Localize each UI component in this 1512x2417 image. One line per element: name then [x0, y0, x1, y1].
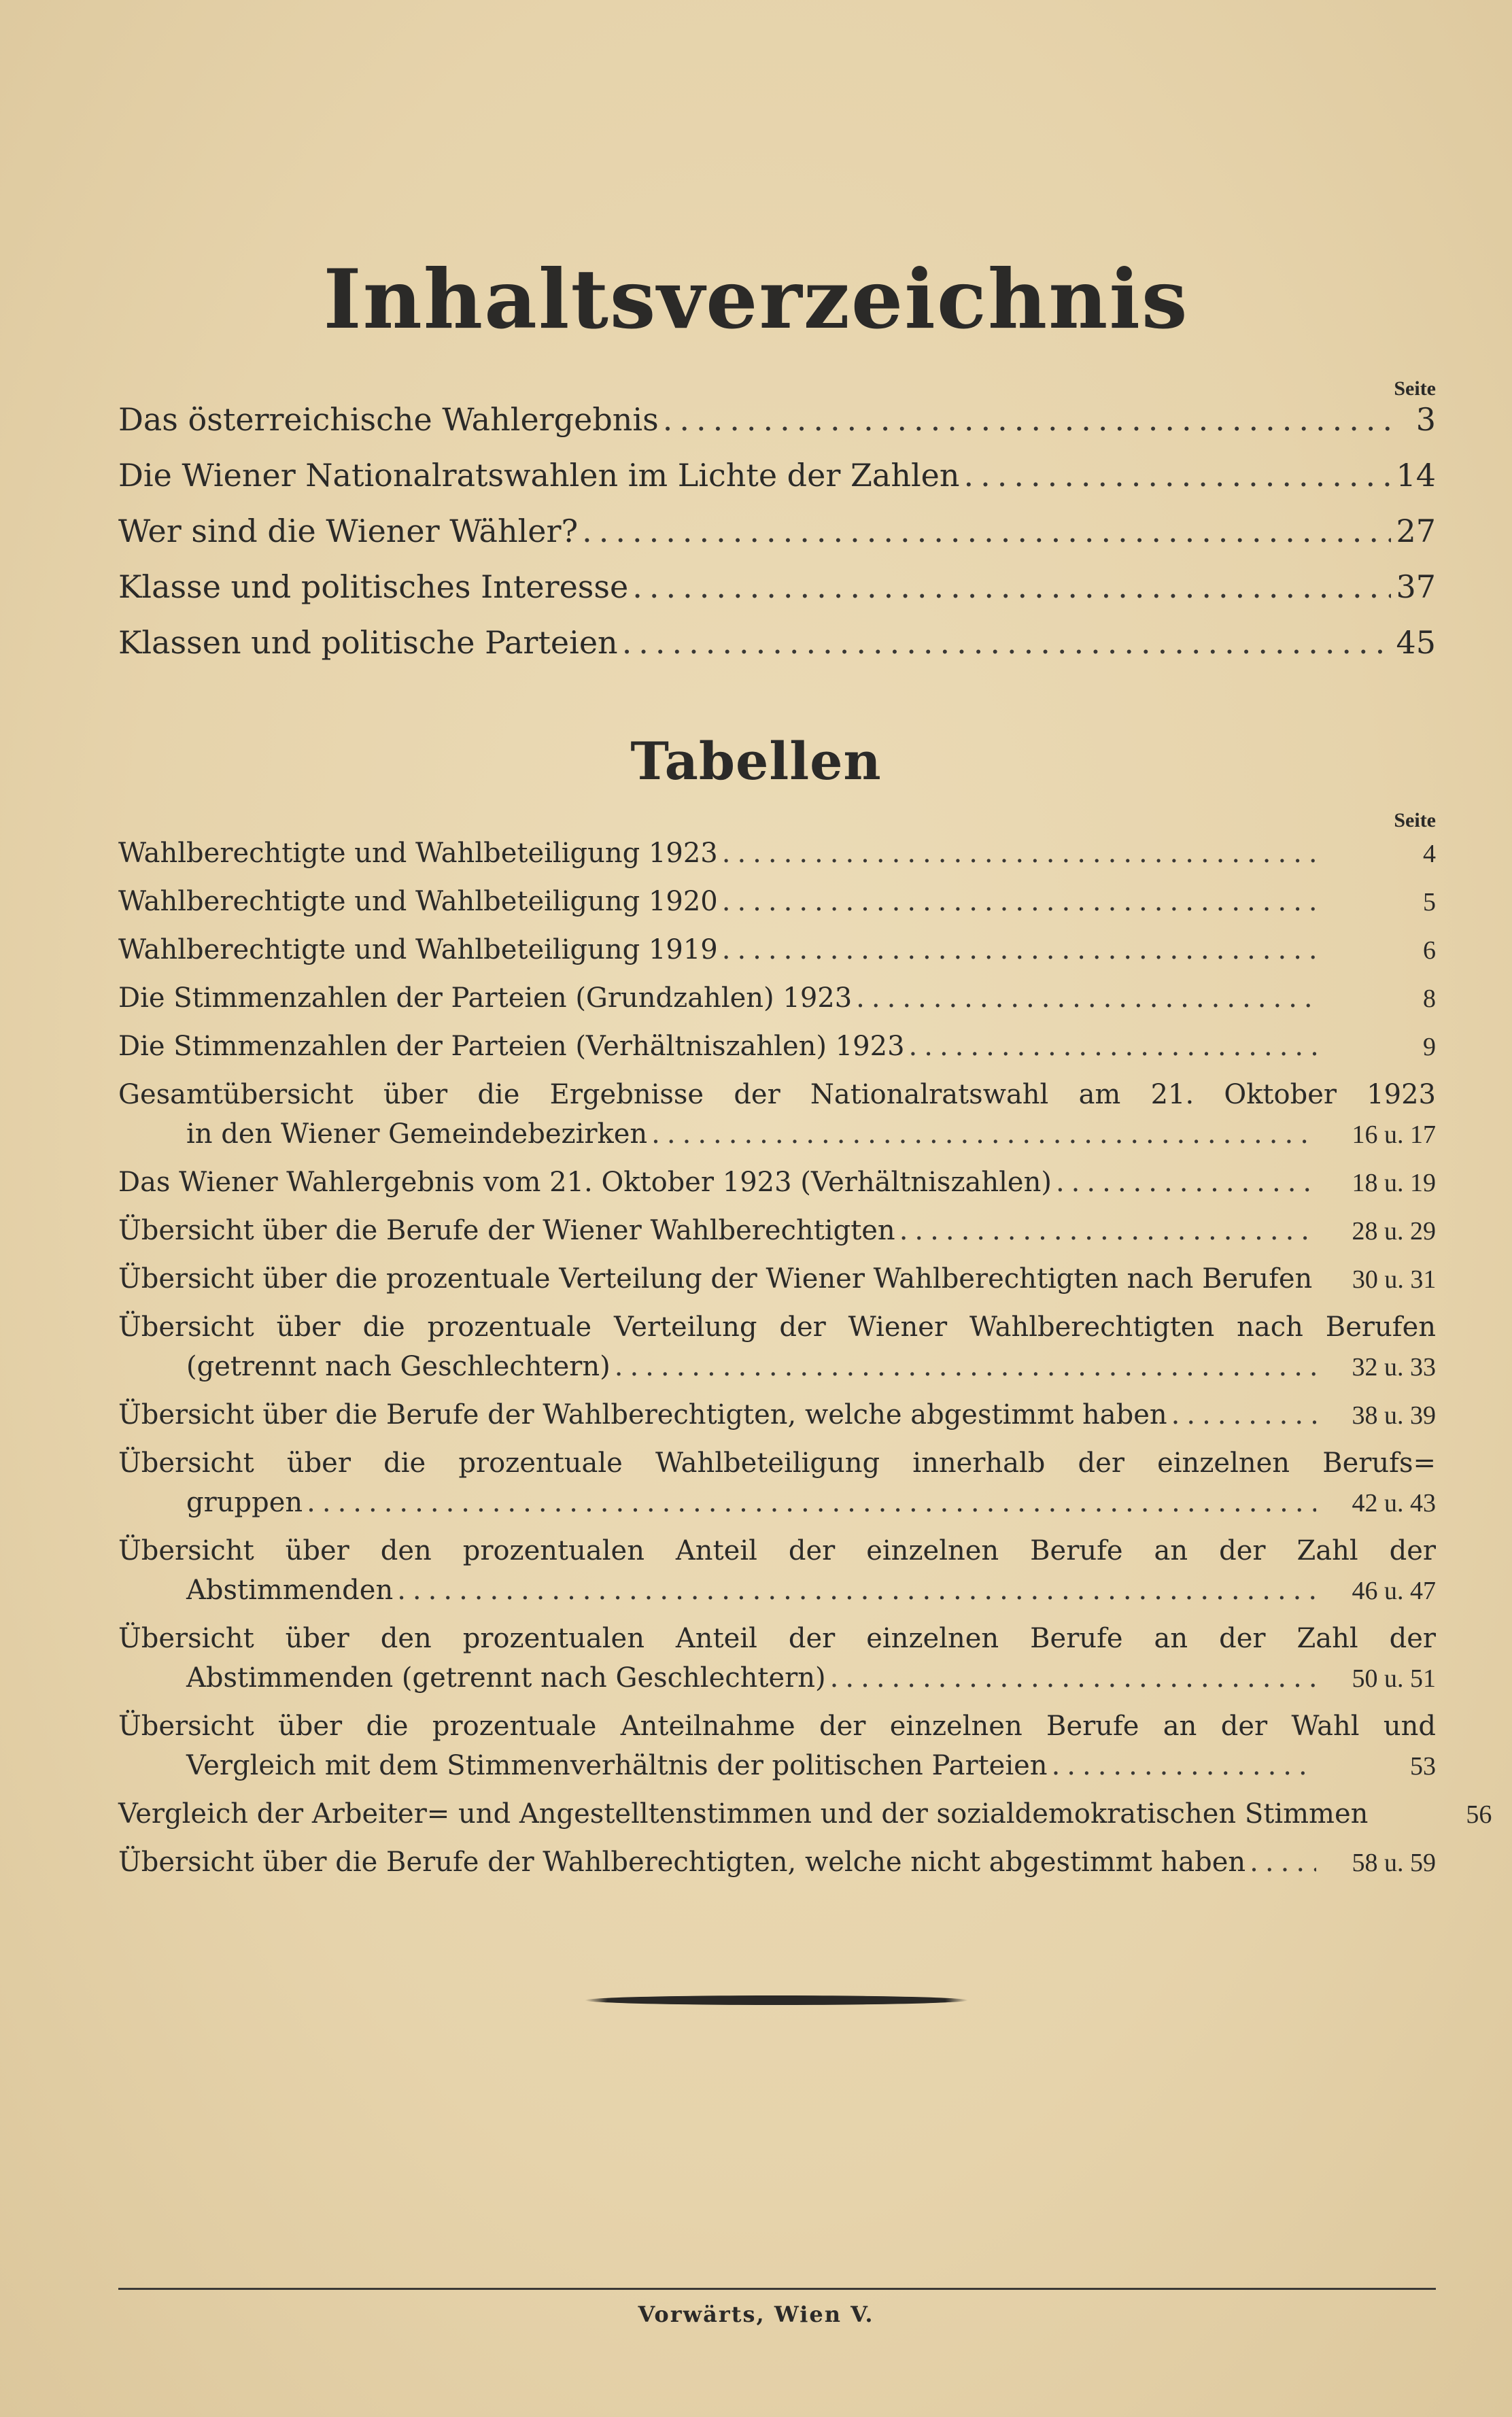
page-number: 18 u. 19: [1352, 1169, 1436, 1197]
dot-leader: [622, 624, 1391, 661]
page-number: 53: [1410, 1752, 1436, 1781]
seite-label: Seite: [1394, 377, 1436, 400]
entry-title: Wahlberechtigte und Wahlbeteiligung 1923: [118, 838, 718, 869]
entry-title: Das Wiener Wahlergebnis vom 21. Oktober 1923 (Verhältniszahlen): [118, 1167, 1052, 1198]
page-number: 30 u. 31: [1352, 1265, 1437, 1294]
entry-title: Die Stimmenzahlen der Parteien (Grundzahlen) 1923: [118, 982, 853, 1014]
entry-title: Abstimmenden (getrennt nach Geschlechtern): [186, 1662, 826, 1694]
toc-entry: [118, 1351, 1436, 1382]
page-number: 45: [1396, 624, 1436, 661]
entry-title-first-line: Übersicht über die prozentuale Anteilnahme der einzelnen Berufe an der Wahl und: [118, 1711, 1436, 1742]
page-number: 42 u. 43: [1352, 1489, 1436, 1518]
dot-leader: [964, 457, 1391, 494]
dot-leader: [899, 1215, 1316, 1246]
dot-leader: [1250, 1847, 1316, 1878]
toc-entry: [118, 513, 1436, 549]
entry-title: Vergleich der Arbeiter= und Angestelltenstimmen und der sozialdemokratischen Stimmen: [118, 1798, 1369, 1830]
toc-entry: [118, 401, 1436, 438]
toc-entry: [118, 1167, 1436, 1198]
toc-entry: [118, 624, 1436, 661]
dot-leader: [722, 838, 1316, 869]
entry-title: Vergleich mit dem Stimmenverhältnis der politischen Parteien: [186, 1750, 1048, 1781]
dot-leader: [722, 934, 1316, 965]
entry-title: Wer sind die Wiener Wähler?: [118, 513, 579, 549]
tables-heading: Tabellen: [630, 731, 882, 791]
entry-title: Übersicht über die prozentuale Verteilung der Wiener Wahlberechtigten nach Berufen: [118, 1263, 1313, 1295]
entry-title: gruppen: [186, 1487, 303, 1518]
toc-entry: [118, 1847, 1436, 1878]
toc-entry: [118, 886, 1436, 917]
page-number: 14: [1396, 457, 1436, 494]
entry-title: Wahlberechtigte und Wahlbeteiligung 1920: [118, 886, 718, 917]
toc-entry: [118, 838, 1436, 869]
toc-entry: [118, 934, 1436, 965]
entry-title: in den Wiener Gemeindebezirken: [186, 1118, 648, 1150]
dot-leader: [909, 1031, 1316, 1062]
toc-entry: [118, 1750, 1436, 1781]
page-number: 46 u. 47: [1352, 1577, 1436, 1605]
page-number: 37: [1396, 568, 1436, 605]
entry-title: Klassen und politische Parteien: [118, 624, 618, 661]
dot-leader: [582, 513, 1391, 549]
toc-entry: [118, 568, 1436, 605]
page-number: 27: [1396, 513, 1436, 549]
entry-title: Wahlberechtigte und Wahlbeteiligung 1919: [118, 934, 718, 965]
page-number: 38 u. 39: [1352, 1401, 1436, 1430]
entry-title: Die Wiener Nationalratswahlen im Lichte der Zahlen: [118, 457, 960, 494]
entry-title: Übersicht über die Berufe der Wahlberechtigten, welche abgestimmt haben: [118, 1399, 1167, 1430]
page-number: 50 u. 51: [1352, 1664, 1436, 1693]
page-number: 28 u. 29: [1352, 1217, 1436, 1246]
toc-entry: [118, 1487, 1436, 1518]
dot-leader: [1052, 1750, 1316, 1781]
entry-title: (getrennt nach Geschlechtern): [186, 1351, 611, 1382]
page-title: Inhaltsverzeichnis: [323, 252, 1189, 347]
page-number: 3: [1415, 401, 1436, 438]
entry-title: Abstimmenden: [186, 1575, 394, 1606]
dot-leader: [615, 1351, 1316, 1382]
page-number: 16 u. 17: [1352, 1120, 1436, 1149]
toc-entry: [118, 457, 1436, 494]
dot-leader: [830, 1662, 1316, 1694]
toc-entry: [118, 982, 1436, 1014]
dot-leader: [663, 401, 1391, 438]
page-number: 56: [1466, 1800, 1492, 1829]
page-number: 58 u. 59: [1352, 1849, 1436, 1877]
entry-title: Klasse und politisches Interesse: [118, 568, 629, 605]
page-number: 8: [1423, 984, 1436, 1013]
dot-leader: [856, 982, 1316, 1014]
toc-entry: [118, 1399, 1436, 1430]
entry-title-first-line: Übersicht über den prozentualen Anteil der einzelnen Berufe an der Zahl der: [118, 1535, 1436, 1566]
dot-leader: [632, 568, 1391, 605]
seite-label-tables: Seite: [1394, 809, 1436, 832]
entry-title-first-line: Übersicht über die prozentuale Wahlbeteiligung innerhalb der einzelnen Berufs=: [118, 1447, 1436, 1479]
toc-entry: [118, 1215, 1436, 1246]
publisher-imprint: Vorwärts, Wien V.: [638, 2301, 874, 2327]
dot-leader: [651, 1118, 1316, 1150]
page-number: 9: [1423, 1033, 1436, 1061]
entry-title: Das österreichische Wahlergebnis: [118, 401, 659, 438]
entry-title: Übersicht über die Berufe der Wiener Wahlberechtigten: [118, 1215, 895, 1246]
decorative-rule: [585, 1995, 968, 2005]
toc-entry: [118, 1118, 1436, 1150]
toc-entry: [118, 1662, 1436, 1694]
entry-title-first-line: Übersicht über die prozentuale Verteilung der Wiener Wahlberechtigten nach Berufen: [118, 1312, 1436, 1343]
page-number: 5: [1423, 888, 1436, 916]
toc-entry: [118, 1263, 1436, 1295]
toc-entry: [118, 1798, 1492, 1830]
entry-title-first-line: Übersicht über den prozentualen Anteil der einzelnen Berufe an der Zahl der: [118, 1623, 1436, 1654]
dot-leader: [1056, 1167, 1316, 1198]
dot-leader: [722, 886, 1316, 917]
page-number: 4: [1423, 840, 1436, 868]
footer-divider: [118, 2288, 1436, 2290]
entry-title: Übersicht über die Berufe der Wahlberechtigten, welche nicht abgestimmt haben: [118, 1847, 1246, 1878]
page-number: 32 u. 33: [1352, 1353, 1436, 1382]
dot-leader: [307, 1487, 1316, 1518]
dot-leader: [1171, 1399, 1316, 1430]
toc-entry: [118, 1031, 1436, 1062]
toc-entry: [118, 1575, 1436, 1606]
dot-leader: [397, 1575, 1316, 1606]
entry-title: Die Stimmenzahlen der Parteien (Verhältniszahlen) 1923: [118, 1031, 905, 1062]
entry-title-first-line: Gesamtübersicht über die Ergebnisse der Nationalratswahl am 21. Oktober 1923: [118, 1079, 1436, 1110]
page-number: 6: [1423, 936, 1436, 965]
